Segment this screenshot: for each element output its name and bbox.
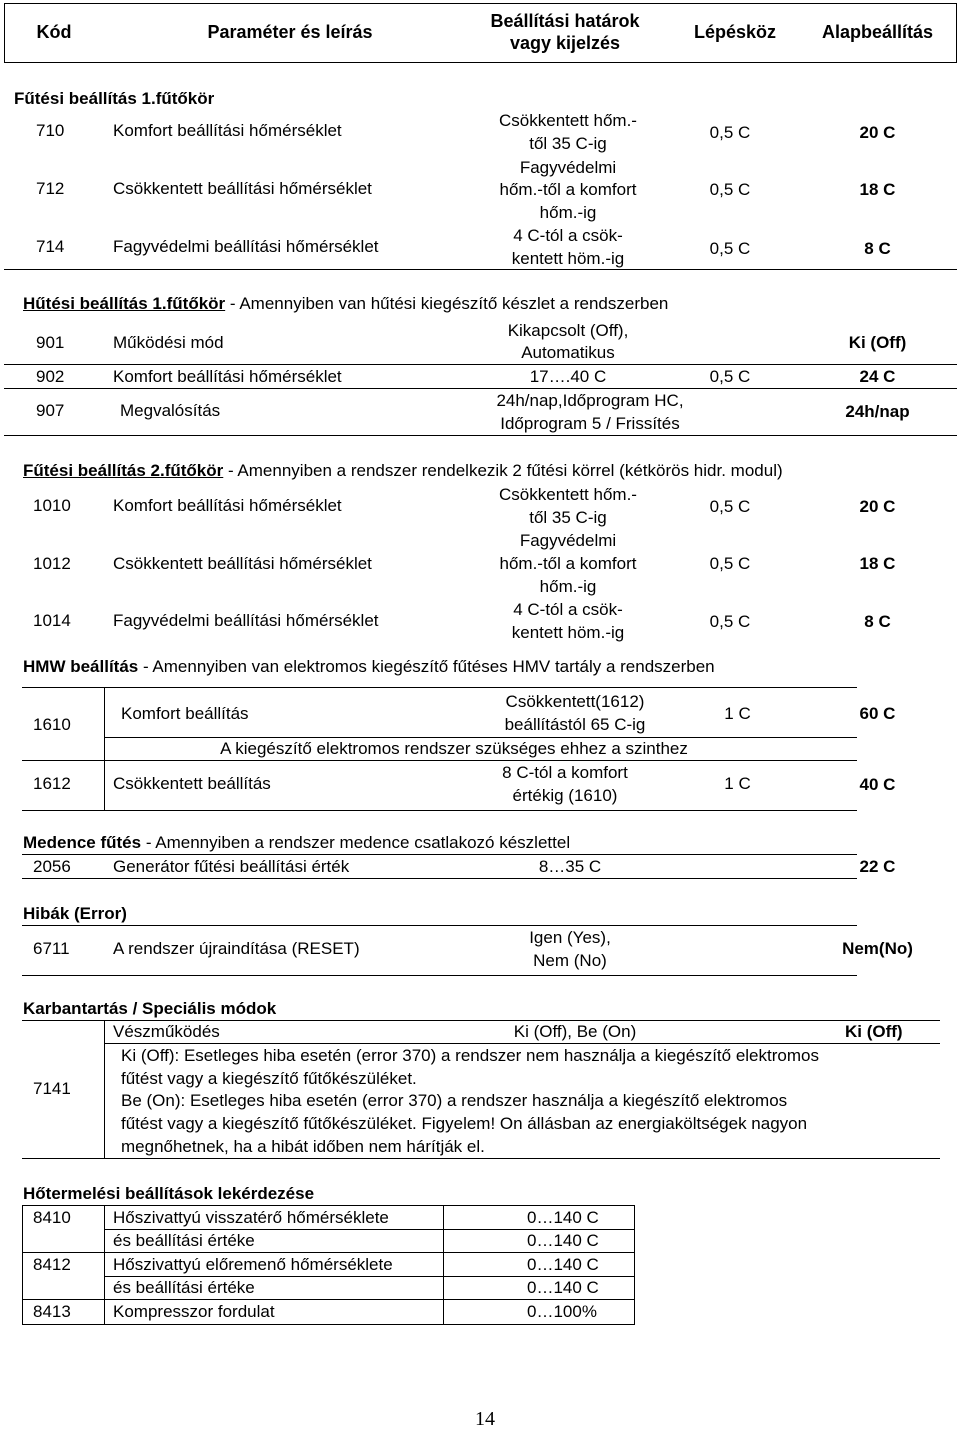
row-1014-default: 8 C [864,612,891,631]
row-901-name: Működési mód [113,333,224,352]
row-907-range-2: Időprogram 5 / Frissítés [500,414,680,433]
row-7141-desc-3: Be (On): Esetleges hiba esetén (error 370) a rendszer használja a kiegészítő elektromos [121,1091,788,1110]
row-714-range-2: kentett höm.-ig [511,249,625,268]
row-1612-step: 1 C [724,774,751,793]
row-712-code: 712 [36,179,65,198]
col-limits-header-2: vagy kijelzés [509,33,621,53]
row-8412-name-2: és beállítási értéke [113,1278,255,1297]
section-pool-subtitle: - Amennyiben a rendszer medence csatlakozó készlettel [141,833,571,852]
section-errors-title: Hibák (Error) [23,904,127,923]
row-2056-code: 2056 [33,857,71,876]
row-6711-code: 6711 [33,939,70,958]
row-710-range: Csökkentett hőm.- [499,111,637,130]
row-7141-desc-2: fűtést vagy a kiegészítő fűtőkészüléket. [121,1069,417,1088]
row-1012-range-2: hőm.-től a komfort [499,554,637,573]
row-1612-range: 8 C-tól a komfort [502,763,628,782]
row-712-default: 18 C [859,180,896,199]
row-907-code: 907 [36,401,65,420]
row-1610-note-divider [22,760,857,761]
row-8410-range-2: 0…140 C [527,1231,599,1250]
row-710-name: Komfort beállítási hőmérséklet [113,121,342,140]
row-712-range-2: hőm.-től a komfort [499,180,637,199]
row-1610-range-2: beállítástól 65 C-ig [504,715,646,734]
section-hmw-title [23,656,715,677]
row-901-default: Ki (Off) [848,333,907,352]
section-pool-title-bold: Medence fűtés [23,833,142,852]
row-6711-range-2: Nem (No) [533,951,607,970]
section-hmw-top-border [22,687,857,688]
row-907-default: 24h/nap [845,402,910,421]
row-710-range-2: től 35 C-ig [529,134,607,153]
row-7141-desc-1: Ki (Off): Esetleges hiba esetén (error 370) a rendszer nem használja a kiegészítő elektromos [121,1046,819,1065]
row-1012-range: Fagyvédelmi [519,531,617,550]
section-errors-bottom-border [22,975,857,976]
row-901-range-2: Automatikus [521,343,615,362]
row-8410-name: Hőszivattyú visszatérő hőmérséklete [113,1208,389,1227]
row-710-step: 0,5 C [709,123,751,142]
row-8412-name: Hőszivattyú előremenő hőmérséklete [113,1255,393,1274]
row-7141-range: Ki (Off), Be (On) [513,1022,637,1041]
section-pool-top-border [22,854,857,855]
row-710-default: 20 C [859,123,896,142]
page-number: 14 [475,1408,495,1430]
row-902-range: 17….40 C [529,367,607,386]
row-8412-code: 8412 [33,1255,71,1274]
row-902-step: 0,5 C [709,367,751,386]
row-710-code: 710 [36,121,65,140]
row-8410-name-2: és beállítási értéke [113,1231,255,1250]
section-errors-top-border [22,925,857,926]
row-8413-code: 8413 [33,1302,71,1321]
row-902-divider [4,388,957,389]
row-714-code: 714 [36,237,65,256]
row-1012-step: 0,5 C [709,554,751,573]
row-8410-range: 0…140 C [527,1208,599,1227]
row-1010-name: Komfort beállítási hőmérséklet [113,496,342,515]
section-cooling-1-title [23,293,668,314]
section-heating-2-title-bold: Fűtési beállítás 2.fűtőkör [23,461,224,480]
row-907-name: Megvalósítás [120,401,221,420]
section-hmw-bottom-border [22,810,857,811]
col-code-header: Kód [36,22,72,42]
row-901-divider [4,364,957,365]
row-1012-name: Csökkentett beállítási hőmérséklet [113,554,372,573]
section-cooling-1-subtitle: - Amennyiben van hűtési kiegészítő készlet a rendszerben [225,294,669,313]
row-1010-step: 0,5 C [709,497,751,516]
row-8413-name: Kompresszor fordulat [113,1302,275,1321]
row-2056-name: Generátor fűtési beállítási érték [113,857,350,876]
section-heating-2-subtitle: - Amennyiben a rendszer rendelkezik 2 fűtési körrel (kétkörös hidr. modul) [223,461,783,480]
section-pool-bottom-border [22,878,857,879]
row-1612-code: 1612 [33,774,71,793]
row-902-name: Komfort beállítási hőmérséklet [113,367,342,386]
row-712-name: Csökkentett beállítási hőmérséklet [113,179,372,198]
row-1610-code: 1610 [33,715,71,734]
row-1010-code: 1010 [33,496,71,515]
row-6711-range: Igen (Yes), [529,928,611,947]
row-1014-range-2: kentett höm.-ig [511,623,625,642]
row-712-range: Fagyvédelmi [519,158,617,177]
section-cooling-1-title-bold: Hűtési beállítás 1.fűtőkör [23,294,226,313]
header-bottom-border [4,62,957,63]
row-1610-default: 60 C [859,704,896,723]
row-1012-code: 1012 [33,554,71,573]
queries-name-col-divider [443,1205,444,1325]
maintenance-code-col-divider [104,1020,105,1158]
row-1014-step: 0,5 C [709,612,751,631]
section-hmw-title-bold: HMW beállítás [23,657,139,676]
section-heating-1-title: Fűtési beállítás 1.fűtőkör [14,89,215,108]
row-1612-name: Csökkentett beállítás [113,774,271,793]
row-1610-step: 1 C [724,704,751,723]
row-1612-range-2: értékig (1610) [512,786,618,805]
row-714-range: 4 C-tól a csök- [513,226,623,245]
row-1010-range-2: től 35 C-ig [529,508,607,527]
row-901-range: Kikapcsolt (Off), [507,321,629,340]
table-top-border [4,3,957,4]
row-1012-range-3: hőm.-ig [539,577,597,596]
queries-code-col-divider [104,1205,105,1325]
section-hmw-subtitle: - Amennyiben van elektromos kiegészítő fűtéses HMV tartály a rendszerben [138,657,715,676]
section-maintenance-bottom-border [22,1158,940,1159]
queries-left-border [22,1205,23,1325]
section-queries-bottom-border [22,1324,634,1325]
border-right [956,3,957,63]
row-8410-code: 8410 [33,1208,71,1227]
section-2-bottom-border [4,435,957,436]
section-maintenance-title: Karbantartás / Speciális módok [23,999,277,1018]
row-901-code: 901 [36,333,65,352]
row-7141-divider [104,1043,940,1044]
row-7141-name: Vészműködés [113,1022,220,1041]
row-1610-range: Csökkentett(1612) [505,692,645,711]
row-1012-default: 18 C [859,554,896,573]
row-712-step: 0,5 C [709,180,751,199]
row-7141-code: 7141 [33,1079,71,1098]
row-8412b-divider [22,1299,634,1300]
queries-right-border [634,1205,635,1325]
row-902-code: 902 [36,367,65,386]
section-pool-title [23,832,570,853]
row-714-default: 8 C [864,239,891,258]
row-1014-name: Fagyvédelmi beállítási hőmérséklet [113,611,379,630]
section-queries-title: Hőtermelési beállítások lekérdezése [23,1184,315,1203]
col-param-header: Paraméter és leírás [207,22,373,42]
row-6711-default: Nem(No) [842,939,913,958]
row-1610-name: Komfort beállítás [121,704,249,723]
col-default-header: Alapbeállítás [821,22,934,42]
row-907-range: 24h/nap,Időprogram HC, [496,391,684,410]
col-limits-header-1: Beállítási határok [490,11,640,31]
row-7141-default: Ki (Off) [845,1022,903,1041]
row-1014-code: 1014 [33,611,71,630]
row-6711-name: A rendszer újraindítása (RESET) [113,939,360,958]
row-8413-range: 0…100% [527,1302,597,1321]
row-714-name: Fagyvédelmi beállítási hőmérséklet [113,237,379,256]
row-8410b-divider [22,1252,634,1253]
row-8412-range: 0…140 C [527,1255,599,1274]
row-1610-note: A kiegészítő elektromos rendszer szükséges ehhez a szinthez [220,739,688,758]
section-heating-2-title [23,460,783,481]
row-7141-desc-4: fűtést vagy a kiegészítő fűtőkészüléket. Figyelem! On állásban az energiaköltségek nagyon [121,1114,808,1133]
row-2056-range: 8…35 C [538,857,602,876]
row-1010-range: Csökkentett hőm.- [499,485,637,504]
col-step-header: Lépésköz [693,22,777,42]
row-1612-default: 40 C [859,775,896,794]
row-8412-range-2: 0…140 C [527,1278,599,1297]
section-queries-top-border [22,1205,634,1206]
row-2056-default: 22 C [859,857,896,876]
row-714-step: 0,5 C [709,239,751,258]
row-712-range-3: hőm.-ig [539,203,597,222]
row-1010-default: 20 C [859,497,896,516]
row-902-default: 24 C [859,367,896,386]
section-1-bottom-border [4,269,957,270]
row-1014-range: 4 C-tól a csök- [513,600,623,619]
row-7141-desc-5: megnőhetnek, ha a hibát időben nem hárítják el. [121,1137,485,1156]
